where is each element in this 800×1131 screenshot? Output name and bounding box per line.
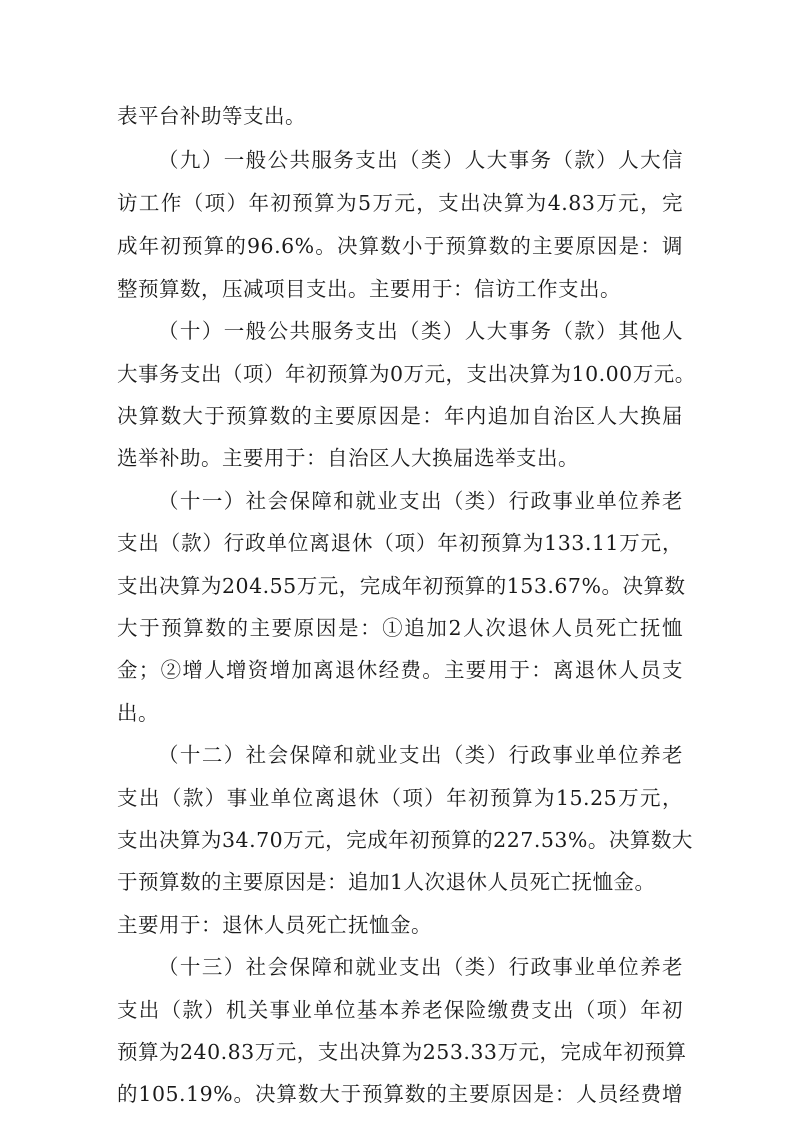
text-line: 决算数大于预算数的主要原因是：年内追加自治区人大换届 [117,404,683,428]
text-line: 支出（款）机关事业单位基本养老保险缴费支出（项）年初 [117,998,683,1022]
text-line: 支出决算为204.55万元，完成年初预算的153.67%。决算数 [117,574,686,598]
text-line: 于预算数的主要原因是：追加1人次退休人员死亡抚恤金。 [117,870,656,894]
text-line: 金；②增人增资增加离退休经费。主要用于：离退休人员支 [117,658,683,682]
paragraph-12-heading-line: （十二）社会保障和就业支出（类）行政事业单位养老 [158,743,683,767]
text-line: 访工作（项）年初预算为5万元，支出决算为4.83万元，完 [117,191,683,215]
text-line: 主要用于：退休人员死亡抚恤金。 [117,913,432,937]
paragraph-9-heading-line: （九）一般公共服务支出（类）人大事务（款）人大信 [158,148,683,172]
text-line: 大于预算数的主要原因是：①追加2人次退休人员死亡抚恤 [117,616,683,640]
text-line: 支出（款）行政单位离退休（项）年初预算为133.11万元， [117,531,683,555]
paragraph-10-heading-line: （十）一般公共服务支出（类）人大事务（款）其他人 [158,319,683,343]
text-line: 选举补助。主要用于：自治区人大换届选举支出。 [117,446,579,470]
text-line: 支出（款）事业单位离退休（项）年初预算为15.25万元， [117,786,683,810]
text-line: 表平台补助等支出。 [117,104,306,128]
text-line: 大事务支出（项）年初预算为0万元，支出决算为10.00万元。 [117,362,696,386]
paragraph-11-heading-line: （十一）社会保障和就业支出（类）行政事业单位养老 [158,489,683,513]
text-line: 成年初预算的96.6%。决算数小于预算数的主要原因是：调 [117,234,683,258]
text-line: 的105.19%。决算数大于预算数的主要原因是：人员经费增 [117,1082,683,1106]
text-line: 出。 [117,701,159,725]
text-line: 整预算数，压减项目支出。主要用于：信访工作支出。 [117,277,621,301]
paragraph-13-heading-line: （十三）社会保障和就业支出（类）行政事业单位养老 [158,955,683,979]
text-line: 预算为240.83万元，支出决算为253.33万元，完成年初预算 [117,1040,687,1064]
text-line: 支出决算为34.70万元，完成年初预算的227.53%。决算数大 [117,828,693,852]
